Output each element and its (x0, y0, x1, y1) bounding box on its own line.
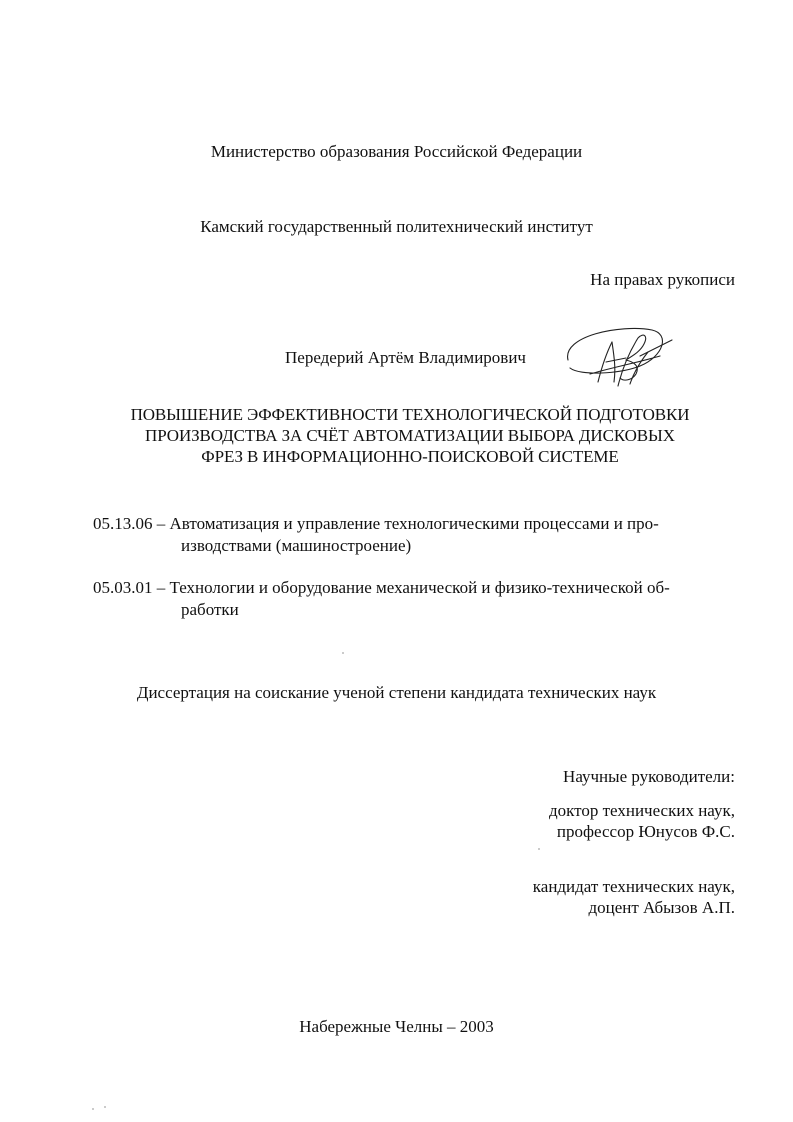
specialty-2 (93, 577, 735, 621)
title-line-1: ПОВЫШЕНИЕ ЭФФЕКТИВНОСТИ ТЕХНОЛОГИЧЕСКОЙ ПОДГОТОВКИ (130, 405, 690, 424)
supervisor-1-degree: доктор технических наук, (548, 801, 735, 820)
specialty-1 (93, 513, 735, 557)
scan-speck (538, 848, 540, 850)
specialty-1-line-2: изводствами (машиностроение) (181, 536, 412, 555)
degree-statement: Диссертация на соискание ученой степени кандидата технических наук (136, 683, 657, 702)
ministry-heading: Министерство образования Российской Федерации (210, 142, 583, 161)
specialty-1-line-1: 05.13.06 – Автоматизация и управление технологическими процессами и про- (93, 514, 659, 533)
city-year: Набережные Челны – 2003 (299, 1017, 494, 1036)
scan-speck (342, 652, 344, 654)
dissertation-title (80, 404, 740, 467)
author-signature (560, 316, 680, 396)
supervisor-1-name: профессор Юнусов Ф.С. (556, 822, 735, 841)
scan-speck (92, 1108, 94, 1110)
title-line-3: ФРЕЗ В ИНФОРМАЦИОННО-ПОИСКОВОЙ СИСТЕМЕ (201, 447, 619, 466)
specialty-2-line-2: работки (181, 600, 239, 619)
manuscript-note: На правах рукописи (590, 270, 735, 289)
supervisor-2-degree: кандидат технических наук, (532, 877, 735, 896)
institute-heading: Камский государственный политехнический институт (200, 217, 593, 236)
author-name: Передерий Артём Владимирович (285, 348, 526, 367)
supervisor-2-name: доцент Абызов А.П. (588, 898, 735, 917)
supervisors-heading: Научные руководители: (563, 767, 735, 786)
scan-speck (104, 1106, 106, 1108)
specialty-2-line-1: 05.03.01 – Технологии и оборудование механической и физико-технической об- (93, 578, 670, 597)
title-line-2: ПРОИЗВОДСТВА ЗА СЧЁТ АВТОМАТИЗАЦИИ ВЫБОРА ДИСКОВЫХ (145, 426, 675, 445)
